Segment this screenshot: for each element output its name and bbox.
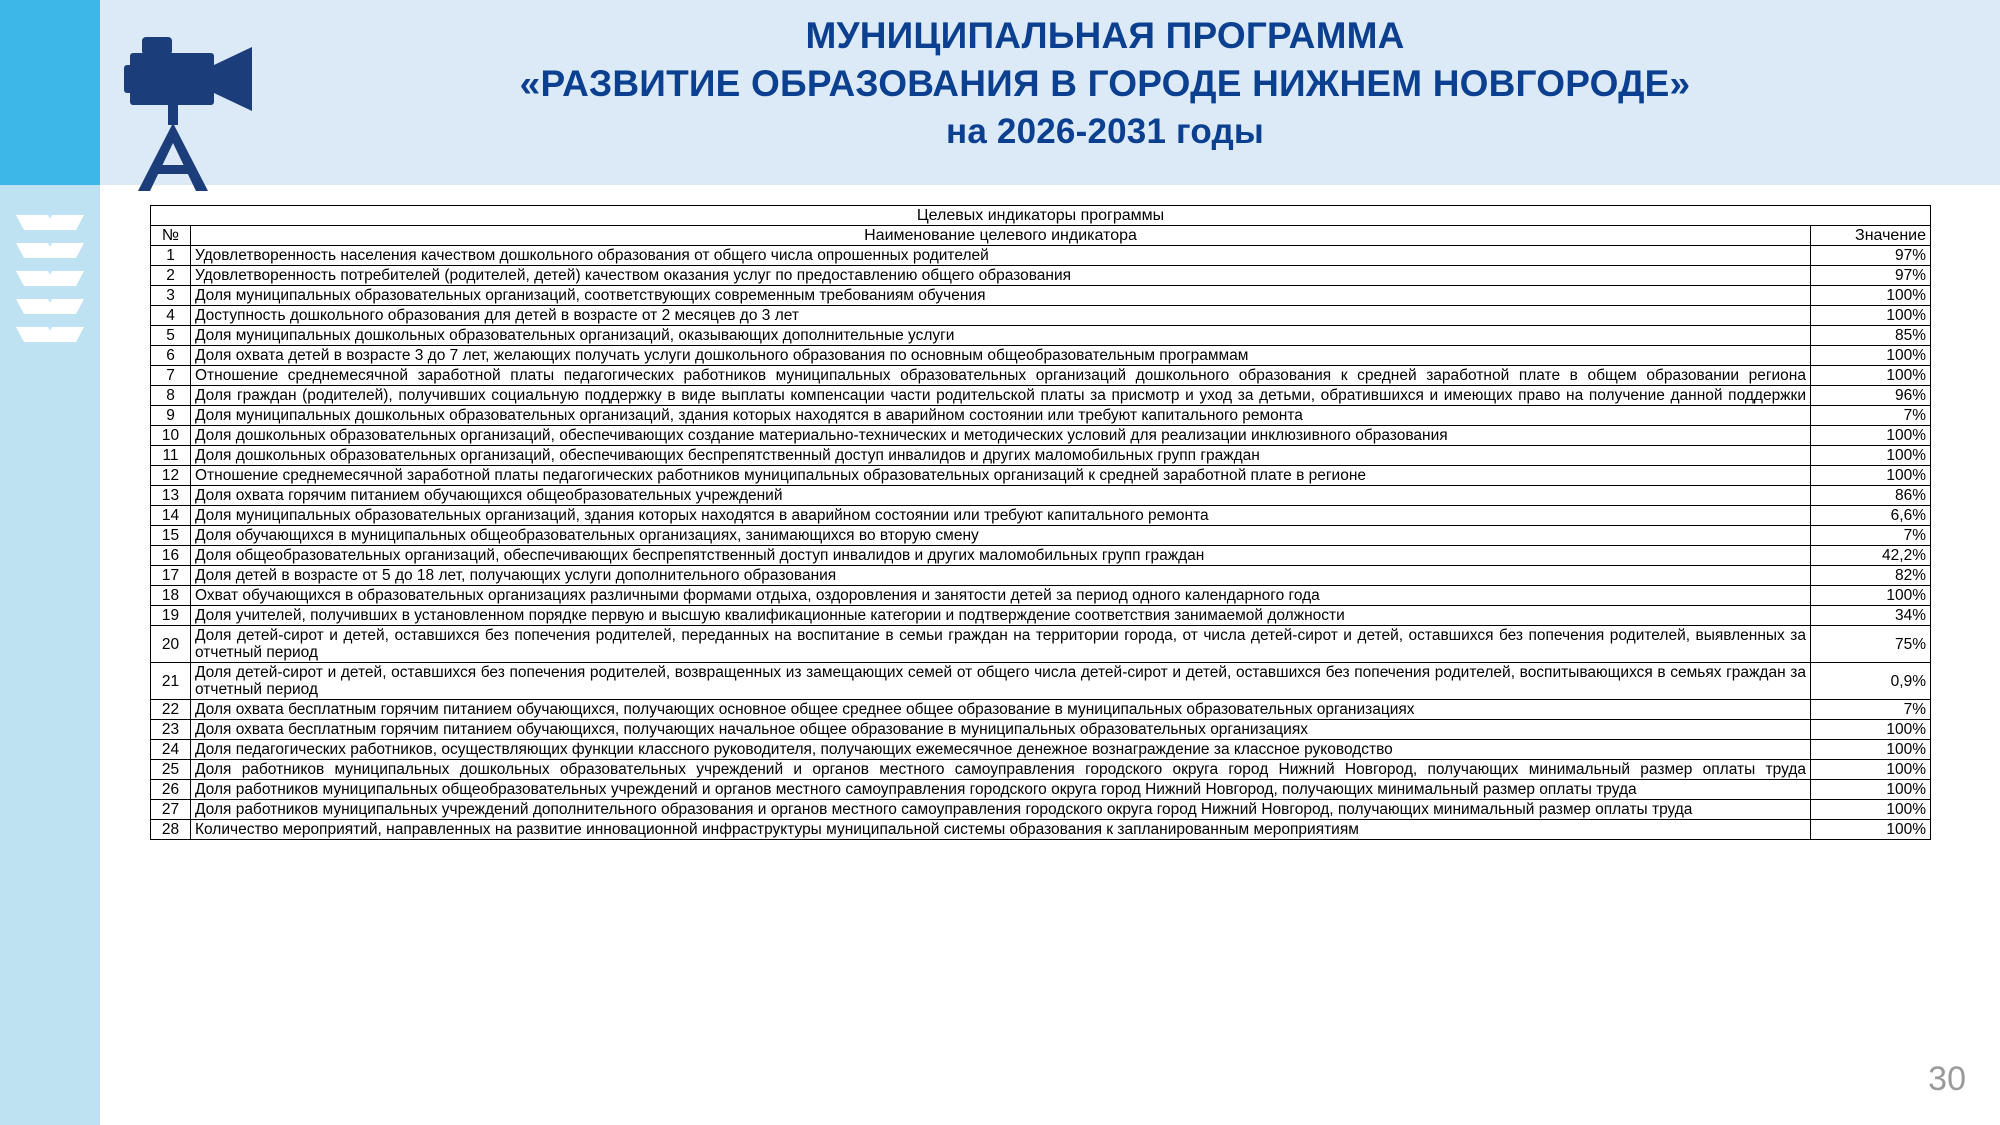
page-title: [280, 12, 1930, 156]
row-num: 9: [151, 406, 191, 426]
row-value: 100%: [1811, 740, 1931, 760]
row-name: Доступность дошкольного образования для детей в возрасте от 2 месяцев до 3 лет: [191, 306, 1811, 326]
table-title: Целевых индикаторы программы: [151, 206, 1931, 226]
table-row: [151, 326, 1931, 346]
row-value: 100%: [1811, 760, 1931, 780]
row-name: Удовлетворенность потребителей (родителей, детей) качеством оказания услуг по предоставлению общего образования: [191, 266, 1811, 286]
table-row: [151, 366, 1931, 386]
table-row: [151, 626, 1931, 663]
row-name: Удовлетворенность населения качеством дошкольного образования от общего числа опрошенных родителей: [191, 246, 1811, 266]
row-name: Доля общеобразовательных организаций, обеспечивающих беспрепятственный доступ инвалидов и других маломобильных групп граждан: [191, 546, 1811, 566]
row-name: Доля муниципальных образовательных организаций, здания которых находятся в аварийном состоянии или требуют капитального ремонта: [191, 506, 1811, 526]
slide-header: [100, 0, 2000, 185]
row-value: 97%: [1811, 246, 1931, 266]
row-name: Доля охвата детей в возрасте 3 до 7 лет, желающих получать услуги дошкольного образования по основным общеобразовательным программам: [191, 346, 1811, 366]
chevron-icon: [20, 243, 80, 259]
row-value: 0,9%: [1811, 663, 1931, 700]
row-name: Доля детей-сирот и детей, оставшихся без попечения родителей, возвращенных из замещающих семей от общего числа детей-сирот и детей, оставшихся без попечения родителей, воспитывающихся в семьях граждан за отчетный период: [191, 663, 1811, 700]
table-row: [151, 740, 1931, 760]
row-value: 100%: [1811, 466, 1931, 486]
row-name: Доля учителей, получивших в установленном порядке первую и высшую квалификационные категории и подтверждение соответствия занимаемой должности: [191, 606, 1811, 626]
row-value: 100%: [1811, 446, 1931, 466]
row-num: 17: [151, 566, 191, 586]
row-name: Доля педагогических работников, осуществляющих функции классного руководителя, получающих ежемесячное денежное вознаграждение за классное руководство: [191, 740, 1811, 760]
row-num: 23: [151, 720, 191, 740]
table-row: [151, 526, 1931, 546]
row-num: 1: [151, 246, 191, 266]
row-name: Доля работников муниципальных учреждений дополнительного образования и органов местного самоуправления городского округа город Нижний Новгород, получающих минимальный размер оплаты труда: [191, 800, 1811, 820]
table-row: [151, 406, 1931, 426]
row-value: 7%: [1811, 406, 1931, 426]
row-num: 14: [151, 506, 191, 526]
row-value: 82%: [1811, 566, 1931, 586]
row-num: 20: [151, 626, 191, 663]
table-row: [151, 486, 1931, 506]
row-value: 85%: [1811, 326, 1931, 346]
row-name: Доля дошкольных образовательных организаций, обеспечивающих создание материально-технических и методических условий для реализации инклюзивного образования: [191, 426, 1811, 446]
row-value: 86%: [1811, 486, 1931, 506]
row-value: 100%: [1811, 820, 1931, 840]
row-value: 42,2%: [1811, 546, 1931, 566]
row-num: 28: [151, 820, 191, 840]
table-row: [151, 246, 1931, 266]
row-value: 100%: [1811, 800, 1931, 820]
table-row: [151, 286, 1931, 306]
column-header-name: Наименование целевого индикатора: [191, 226, 1811, 246]
row-value: 100%: [1811, 286, 1931, 306]
chevron-icon: [20, 299, 80, 315]
row-num: 4: [151, 306, 191, 326]
row-name: Количество мероприятий, направленных на развитие инновационной инфраструктуры муниципальной системы образования к запланированным мероприятиям: [191, 820, 1811, 840]
row-num: 19: [151, 606, 191, 626]
row-num: 24: [151, 740, 191, 760]
table-row: [151, 506, 1931, 526]
row-num: 26: [151, 780, 191, 800]
title-line-2: «РАЗВИТИЕ ОБРАЗОВАНИЯ В ГОРОДЕ НИЖНЕМ НОВГОРОДЕ»: [519, 63, 1691, 104]
row-value: 100%: [1811, 720, 1931, 740]
row-value: 100%: [1811, 426, 1931, 446]
row-num: 7: [151, 366, 191, 386]
row-name: Доля граждан (родителей), получивших социальную поддержку в виде выплаты компенсации части родительской платы за присмотр и уход за детьми, обратившихся и имеющих право на получение данной поддержки: [191, 386, 1811, 406]
table-row: [151, 386, 1931, 406]
table-row: [151, 606, 1931, 626]
table-row: [151, 800, 1931, 820]
row-num: 2: [151, 266, 191, 286]
left-accent-bar-top: [0, 0, 100, 185]
table-row: [151, 820, 1931, 840]
table-row: [151, 306, 1931, 326]
table-row: [151, 266, 1931, 286]
table-header-row: [151, 226, 1931, 246]
row-name: Доля муниципальных дошкольных образовательных организаций, оказывающих дополнительные услуги: [191, 326, 1811, 346]
indicators-table: [150, 205, 1931, 840]
row-num: 12: [151, 466, 191, 486]
column-header-num: №: [151, 226, 191, 246]
table-row: [151, 760, 1931, 780]
table-row: [151, 426, 1931, 446]
chevron-icon: [20, 215, 80, 231]
table-row: [151, 446, 1931, 466]
table-row: [151, 663, 1931, 700]
row-name: Доля охвата бесплатным горячим питанием обучающихся, получающих основное общее среднее общее образование в муниципальных образовательных организациях: [191, 700, 1811, 720]
row-value: 7%: [1811, 700, 1931, 720]
row-num: 18: [151, 586, 191, 606]
row-num: 15: [151, 526, 191, 546]
row-name: Доля детей-сирот и детей, оставшихся без попечения родителей, переданных на воспитание в семьи граждан на территории города, от числа детей-сирот и детей, оставшихся без попечения родителей, выявленных за отчетный период: [191, 626, 1811, 663]
row-num: 8: [151, 386, 191, 406]
row-num: 5: [151, 326, 191, 346]
row-value: 75%: [1811, 626, 1931, 663]
table-row: [151, 346, 1931, 366]
table-row: [151, 566, 1931, 586]
row-num: 27: [151, 800, 191, 820]
row-value: 7%: [1811, 526, 1931, 546]
row-name: Охват обучающихся в образовательных организациях различными формами отдыха, оздоровления и занятости детей за период одного календарного года: [191, 586, 1811, 606]
row-value: 96%: [1811, 386, 1931, 406]
row-name: Доля работников муниципальных общеобразовательных учреждений и органов местного самоуправления городского округа город Нижний Новгород, получающих минимальный размер оплаты труда: [191, 780, 1811, 800]
table-title-row: [151, 206, 1931, 226]
chevron-icon: [20, 271, 80, 287]
row-value: 100%: [1811, 346, 1931, 366]
row-name: Доля дошкольных образовательных организаций, обеспечивающих беспрепятственный доступ инвалидов и других маломобильных групп граждан: [191, 446, 1811, 466]
row-num: 25: [151, 760, 191, 780]
table-row: [151, 780, 1931, 800]
row-num: 22: [151, 700, 191, 720]
chevron-icon: [20, 327, 80, 343]
chevron-decoration: [20, 215, 82, 375]
row-value: 100%: [1811, 780, 1931, 800]
column-header-value: Значение: [1811, 226, 1931, 246]
row-num: 21: [151, 663, 191, 700]
row-name: Доля охвата горячим питанием обучающихся общеобразовательных учреждений: [191, 486, 1811, 506]
row-name: Отношение среднемесячной заработной платы педагогических работников муниципальных образовательных организаций дошкольного образования к средней заработной плате в общем образовании региона: [191, 366, 1811, 386]
row-value: 100%: [1811, 306, 1931, 326]
row-name: Отношение среднемесячной заработной платы педагогических работников муниципальных образовательных организаций к средней заработной плате в регионе: [191, 466, 1811, 486]
table-row: [151, 700, 1931, 720]
table-row: [151, 466, 1931, 486]
table-row: [151, 586, 1931, 606]
row-value: 100%: [1811, 366, 1931, 386]
video-camera-icon: [112, 25, 282, 200]
row-value: 97%: [1811, 266, 1931, 286]
title-line-1: МУНИЦИПАЛЬНАЯ ПРОГРАММА: [805, 15, 1405, 56]
row-name: Доля охвата бесплатным горячим питанием обучающихся, получающих начальное общее образование в муниципальных образовательных организациях: [191, 720, 1811, 740]
row-num: 6: [151, 346, 191, 366]
row-num: 10: [151, 426, 191, 446]
row-num: 11: [151, 446, 191, 466]
row-name: Доля детей в возрасте от 5 до 18 лет, получающих услуги дополнительного образования: [191, 566, 1811, 586]
row-value: 6,6%: [1811, 506, 1931, 526]
page-number: 30: [1928, 1060, 1966, 1098]
row-value: 34%: [1811, 606, 1931, 626]
row-num: 13: [151, 486, 191, 506]
row-num: 16: [151, 546, 191, 566]
title-line-3: на 2026-2031 годы: [946, 112, 1264, 151]
row-name: Доля муниципальных образовательных организаций, соответствующих современным требованиям обучения: [191, 286, 1811, 306]
row-value: 100%: [1811, 586, 1931, 606]
row-name: Доля обучающихся в муниципальных общеобразовательных организациях, занимающихся во вторую смену: [191, 526, 1811, 546]
row-num: 3: [151, 286, 191, 306]
table-row: [151, 720, 1931, 740]
row-name: Доля работников муниципальных дошкольных образовательных учреждений и органов местного самоуправления городского округа город Нижний Новгород, получающих минимальный размер оплаты труда: [191, 760, 1811, 780]
table-row: [151, 546, 1931, 566]
indicators-table-container: [150, 205, 1930, 840]
row-name: Доля муниципальных дошкольных образовательных организаций, здания которых находятся в аварийном состоянии или требуют капитального ремонта: [191, 406, 1811, 426]
